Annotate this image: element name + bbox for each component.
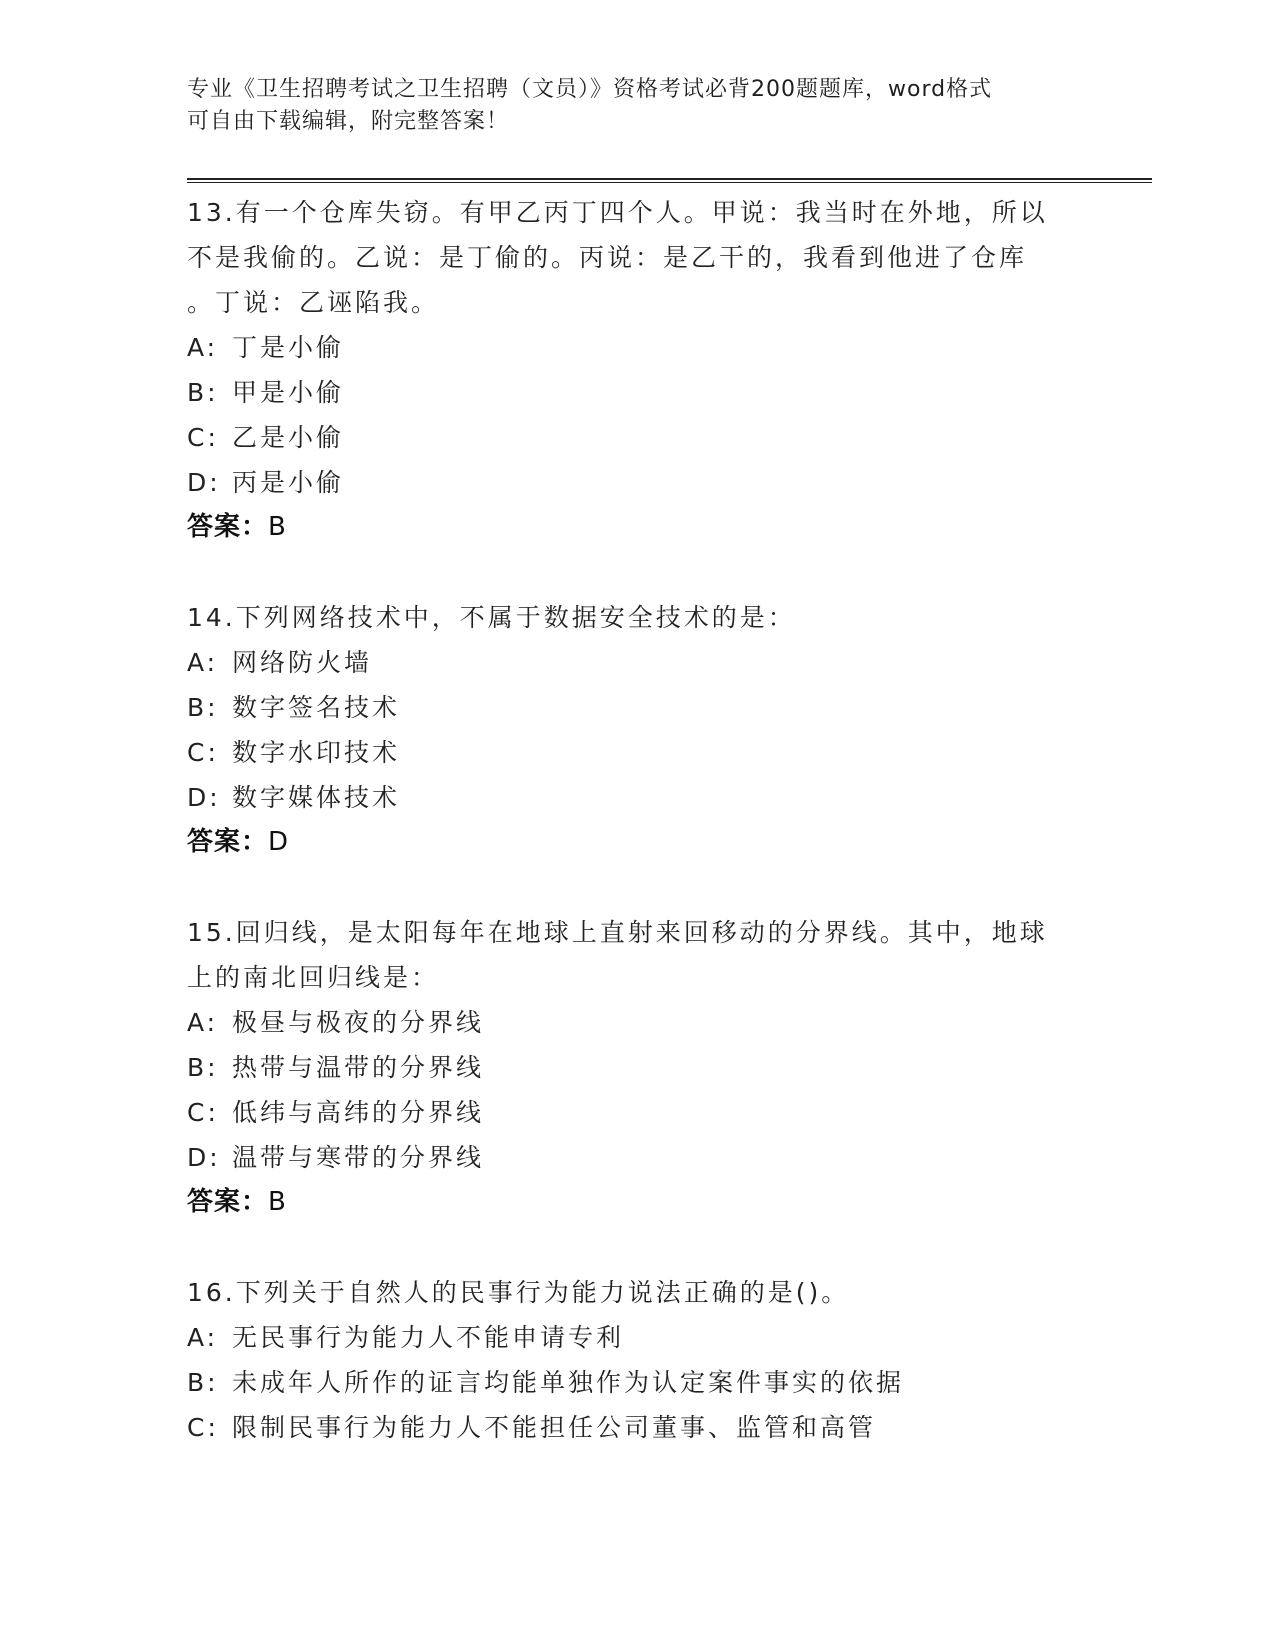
question-text-line: 。丁说：乙诬陷我。 [187, 288, 440, 317]
option-a [187, 640, 1087, 685]
answer-value: D [268, 827, 290, 857]
option-text: 数字水印技术 [232, 738, 401, 767]
option-a [187, 1000, 1087, 1045]
answer [187, 1180, 1087, 1225]
question-text-line: 15.回归线，是太阳每年在地球上直射来回移动的分界线。其中，地球 [187, 918, 1048, 947]
option-letter: C: [187, 423, 219, 452]
option-text: 数字签名技术 [232, 693, 401, 722]
option-c [187, 1405, 1087, 1450]
option-text: 甲是小偷 [232, 378, 345, 407]
question-text-line: 上的南北回归线是： [187, 963, 440, 992]
option-letter: B: [187, 1368, 219, 1397]
option-text: 丙是小偷 [232, 468, 345, 497]
answer [187, 505, 1087, 550]
question-text-line: 不是我偷的。乙说：是丁偷的。丙说：是乙干的，我看到他进了仓库 [187, 243, 1028, 272]
question-13 [187, 190, 1087, 550]
option-text: 网络防火墙 [232, 648, 373, 677]
header-line-1: 专业《卫生招聘考试之卫生招聘（文员）》资格考试必背200题题库，word格式 [187, 77, 993, 102]
question-text-line: 14.下列网络技术中，不属于数据安全技术的是： [187, 603, 796, 632]
option-text: 丁是小偷 [232, 333, 345, 362]
question-text-line: 16.下列关于自然人的民事行为能力说法正确的是()。 [187, 1278, 850, 1307]
option-c [187, 1090, 1087, 1135]
option-c [187, 730, 1087, 775]
option-letter: B: [187, 1053, 219, 1082]
option-letter: D: [187, 1143, 221, 1172]
header-line-2: 可自由下载编辑，附完整答案！ [187, 109, 510, 134]
option-letter: C: [187, 738, 219, 767]
answer-label: 答案： [187, 1187, 269, 1217]
option-letter: A: [187, 1323, 219, 1352]
document-header [187, 74, 1077, 138]
answer-label: 答案： [187, 827, 269, 857]
option-text: 温带与寒带的分界线 [232, 1143, 485, 1172]
option-c [187, 415, 1087, 460]
question-16 [187, 1270, 1087, 1450]
option-text: 热带与温带的分界线 [232, 1053, 485, 1082]
option-text: 低纬与高纬的分界线 [232, 1098, 485, 1127]
option-b [187, 685, 1087, 730]
option-letter: A: [187, 333, 219, 362]
answer-value: B [268, 512, 287, 542]
question-14 [187, 595, 1087, 865]
option-letter: B: [187, 693, 219, 722]
question-text-line: 13.有一个仓库失窃。有甲乙丙丁四个人。甲说：我当时在外地，所以 [187, 198, 1048, 227]
answer-value: B [268, 1187, 287, 1217]
option-b [187, 1045, 1087, 1090]
header-divider [187, 178, 1152, 183]
option-d [187, 775, 1087, 820]
option-d [187, 1135, 1087, 1180]
option-a [187, 325, 1087, 370]
option-a [187, 1315, 1087, 1360]
option-text: 未成年人所作的证言均能单独作为认定案件事实的依据 [232, 1368, 905, 1397]
answer-label: 答案： [187, 512, 269, 542]
option-letter: D: [187, 468, 221, 497]
option-text: 极昼与极夜的分界线 [232, 1008, 485, 1037]
question-list [187, 190, 1087, 1495]
option-letter: C: [187, 1098, 219, 1127]
option-letter: A: [187, 1008, 219, 1037]
question-15 [187, 910, 1087, 1225]
option-letter: A: [187, 648, 219, 677]
option-text: 乙是小偷 [232, 423, 345, 452]
answer [187, 820, 1087, 865]
option-text: 数字媒体技术 [232, 783, 401, 812]
option-b [187, 370, 1087, 415]
option-letter: D: [187, 783, 221, 812]
option-text: 限制民事行为能力人不能担任公司董事、监管和高管 [232, 1413, 877, 1442]
option-letter: B: [187, 378, 219, 407]
option-letter: C: [187, 1413, 219, 1442]
option-text: 无民事行为能力人不能申请专利 [232, 1323, 625, 1352]
option-b [187, 1360, 1087, 1405]
option-d [187, 460, 1087, 505]
